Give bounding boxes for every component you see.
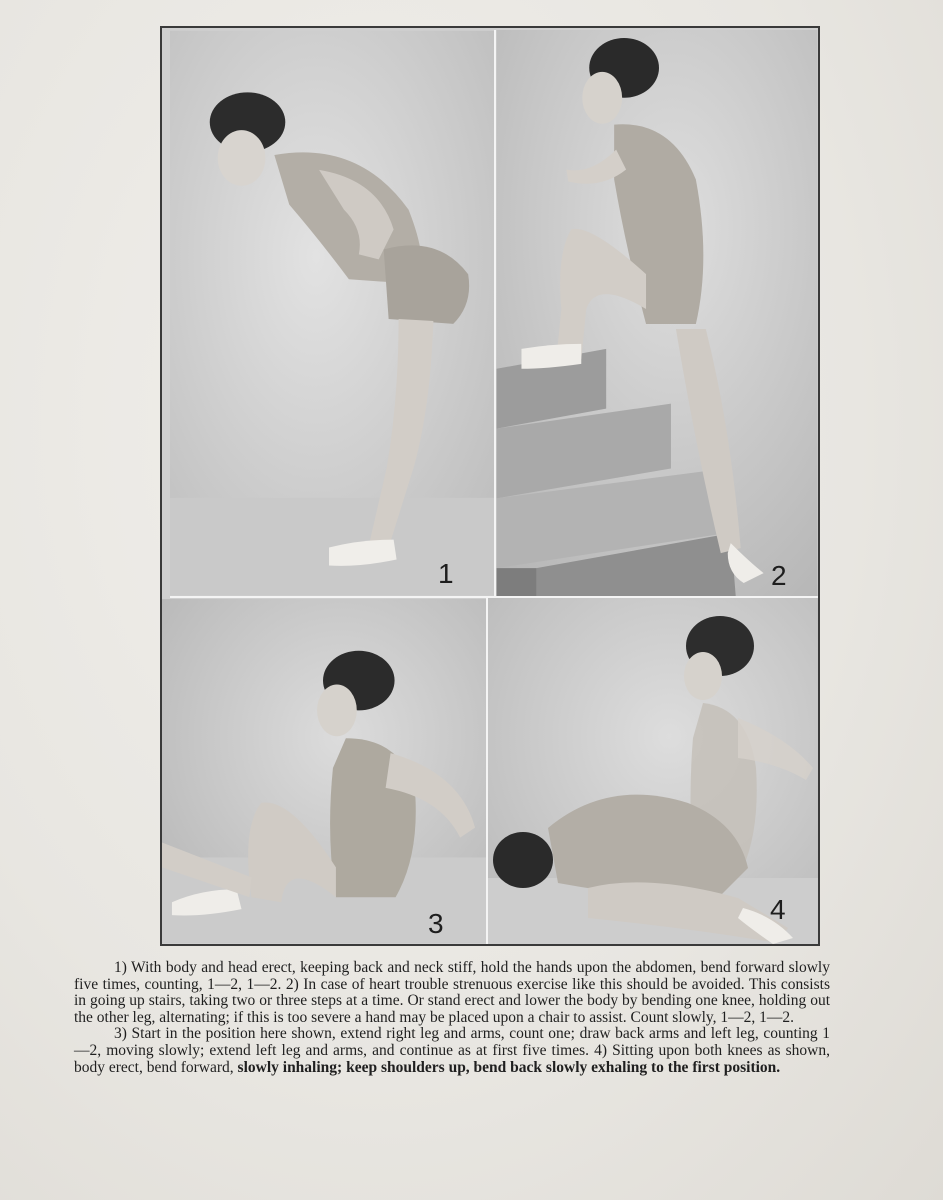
photo-panel-1 [170,30,496,598]
photo-plate [160,26,820,946]
caption-paragraph-1: 1) With body and head erect, keeping back and neck stiff, hold the hands upon the abdomen, bend forward slowly five times, counting, 1—2, 1—2. 2) In case of heart trouble strenuous exercise like this should be avoided. This consists in going up stairs, taking two or three steps at a time. Or stand erect and lower the body by bending one knee, holding out the other leg, alternating; if this is too severe a hand may be placed upon a chair to assist. Count slowly, 1—2, 1—2. [74,959,830,1026]
photo-kneeling-forward-bend [488,598,818,944]
figure-number-2: 2 [771,560,787,591]
photo-seated-leg-extension [162,598,486,944]
exercise-caption [74,960,830,1076]
caption-paragraph-2 [74,1026,830,1076]
photo-bending-forward [170,30,494,596]
figure-number-4: 4 [770,894,786,925]
caption-paragraph-2-part-2: slowly inhaling; keep shoulders up, bend back slowly exhaling to the first position. [237,1058,781,1076]
photo-panel-4 [488,598,818,944]
photo-panel-2 [496,30,818,598]
figure-number-3: 3 [428,908,444,939]
photo-panel-3 [162,598,488,944]
figure-number-1: 1 [438,558,454,589]
photo-stair-step [496,30,818,596]
caption-paragraph-2-part-1: 3) Start in the position here shown, extend right leg and arms, count one; draw back arms and left leg, counting 1—2, moving slowly; extend left leg and arms, and continue as at first five times. 4) Sitting upon both knees as shown, body erect, bend forward, [74,1025,830,1076]
